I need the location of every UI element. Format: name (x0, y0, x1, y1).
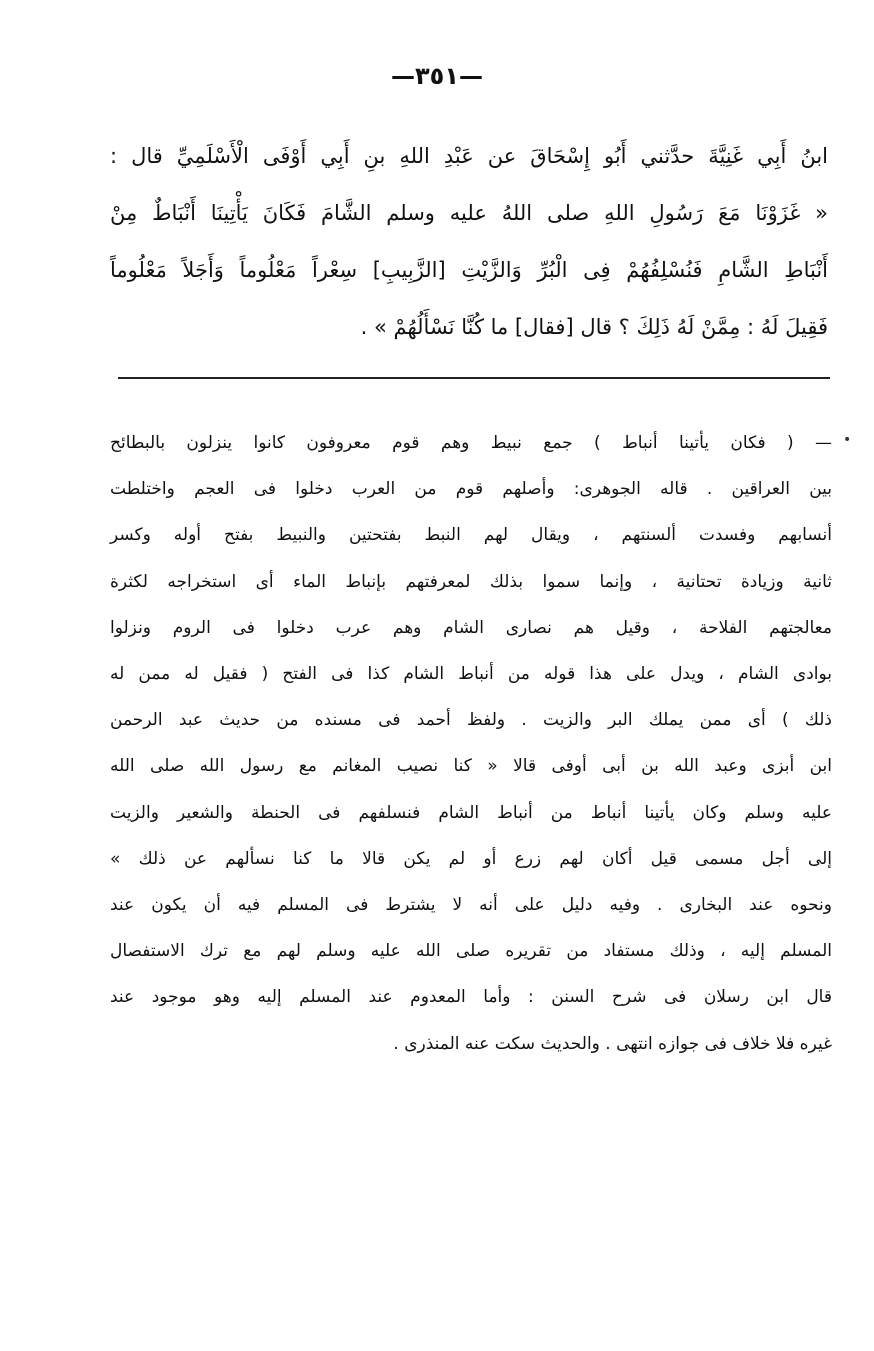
hadith-line: « غَزَوْنَا مَعَ رَسُولِ اللهِ صلى اللهُ عليه وسلم الشَّامَ فَكَانَ يَأْتِينَا أَنْبَاطٌ مِنْ (110, 201, 828, 225)
commentary-line: ونحوه عند البخارى . وفيه دليل على أنه لا يشترط فى المسلم فيه أن يكون عند (110, 895, 832, 916)
commentary-line: قال ابن رسلان فى شرح السنن : وأما المعدوم عند المسلم إليه وهو موجود عند (110, 987, 832, 1008)
commentary-line: عليه وسلم وكان يأتينا أنباط من أنباط الشام فنسلفهم فى الحنطة والشعير والزيت (110, 802, 832, 823)
commentary-line: معالجتهم الفلاحة ، وقيل هم نصارى الشام وهم عرب دخلوا فى الروم ونزلوا (110, 617, 832, 638)
hadith-line: أَنْبَاطِ الشَّامِ فَنُسْلِفُهُمْ فِى الْبُرِّ وَالزَّيْتِ [الزَّبِيبِ] سِعْراً مَعْلُوماً وَأَجَلاً مَعْلُوماً (110, 258, 828, 282)
commentary-line: بوادى الشام ، ويدل على هذا قوله من أنباط الشام كذا فى الفتح ( فقيل له ممن له (110, 664, 832, 685)
commentary-line: المسلم إليه ، وذلك مستفاد من تقريره صلى الله عليه وسلم لهم مع ترك الاستفصال (110, 941, 832, 962)
hadith-line: فَقِيلَ لَهُ : مِمَّنْ لَهُ ذَلِكَ ؟ قال [فقال] ما كُنَّا نَسْأَلُهُمْ » . (360, 315, 828, 339)
margin-mark: • (843, 432, 852, 448)
commentary-line: ذلك ) أى ممن يملك البر والزيت . ولفظ أحمد فى مسنده من حديث عبد الرحمن (110, 710, 832, 731)
hadith-text (110, 128, 828, 356)
commentary-line: — ( فكان يأتينا أنباط ) جمع نبيط وهم قوم معروفون كانوا ينزلون بالبطائح (110, 433, 832, 453)
hadith-line: ابنُ أَبِي غَنِيَّةَ حدَّثني أَبُو إِسْحَاقَ عن عَبْدِ اللهِ بنِ أَبِي أَوْفَى الْأَسْلَمِيِّ قال : (110, 144, 828, 168)
commentary-line: إلى أجل مسمى قيل أكان لهم زرع أو لم يكن قالا ما كنا نسألهم عن ذلك » (110, 848, 832, 869)
commentary-line: أنسابهم وفسدت ألسنتهم ، ويقال لهم النبط بفتحتين والنبيط بفتح أوله وكسر (110, 525, 832, 546)
commentary-text (110, 420, 832, 1067)
footnote-separator (118, 377, 830, 379)
commentary-line: غيره فلا خلاف فى جوازه انتهى . والحديث سكت عنه المنذرى . (393, 1033, 832, 1054)
page-number: —٣٥١— (391, 62, 483, 90)
commentary-line: ثانية وزيادة تحتانية ، وإنما سموا بذلك لمعرفتهم بإنباط الماء أى استخراجه لكثرة (110, 571, 832, 592)
commentary-line: بين العراقين . قاله الجوهرى: وأصلهم قوم من العرب دخلوا فى العجم واختلطت (110, 479, 832, 500)
commentary-line: ابن أبزى وعبد الله بن أبى أوفى قالا « كنا نصيب المغانم مع رسول الله صلى الله (110, 756, 832, 777)
